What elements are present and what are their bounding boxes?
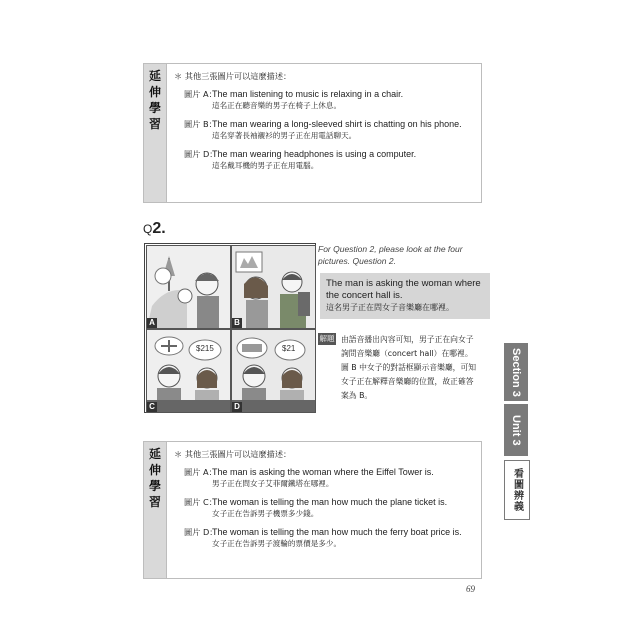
item-tag: 圖片 B： (184, 119, 217, 129)
question-number: 2. (152, 220, 166, 237)
side-tab-topic (504, 460, 530, 520)
picture-d-illustration (232, 330, 315, 412)
label-char: 習 (148, 117, 161, 131)
picture-letter-c: C (147, 402, 157, 412)
extended-item (174, 466, 475, 490)
extended-item (174, 88, 475, 112)
picture-a[interactable] (146, 245, 231, 329)
extended-learning-label (144, 64, 167, 202)
item-tag: 圖片 A： (184, 89, 217, 99)
label-char: 伸 (148, 85, 161, 99)
question-heading (143, 220, 166, 238)
item-english: The man listening to music is relaxing in a chair. (212, 89, 404, 99)
extended-learning-box-1 (143, 63, 482, 203)
item-chinese: 這名穿著長袖襯衫的男子正在用電話聊天。 (212, 131, 357, 140)
picture-letter-d: D (232, 402, 242, 412)
picture-a-illustration (147, 246, 230, 328)
extended-learning-box-2 (143, 441, 482, 579)
item-chinese: 男子正在問女子艾菲爾鐵塔在哪裡。 (212, 479, 334, 488)
item-tag: 圖片 C： (184, 497, 217, 507)
picture-letter-a: A (147, 318, 157, 328)
question-prefix: Q (143, 222, 153, 236)
extended-intro: ＊ 其他三張圖片可以這麼描述： (174, 71, 292, 81)
answer-english: The man is asking the woman where the concert hall is. (326, 278, 481, 301)
side-tab-section (504, 343, 528, 401)
item-tag: 圖片 D： (184, 149, 218, 159)
extended-intro: ＊ 其他三張圖片可以這麼描述： (174, 449, 292, 459)
label-char: 學 (148, 101, 161, 115)
label-char: 延 (148, 69, 161, 83)
picture-grid (144, 243, 316, 413)
item-chinese: 女子正在告訴男子機票多少錢。 (212, 509, 319, 518)
picture-b-illustration (232, 246, 315, 328)
explanation-tag: 解題 (319, 334, 335, 343)
extended-item (174, 496, 475, 520)
extended-item (174, 526, 475, 550)
label-char: 伸 (148, 463, 161, 477)
picture-c[interactable] (146, 329, 231, 413)
item-english: The woman is telling the man how much the plane ticket is. (212, 497, 448, 507)
answer-box (320, 273, 490, 319)
extended-item (174, 148, 475, 172)
label-char: 習 (148, 495, 161, 509)
topic-label: 看圖辨義 (511, 468, 523, 512)
extended-item (174, 118, 475, 142)
unit-label: Unit 3 (510, 414, 522, 446)
price-label-c: $215 (196, 344, 214, 353)
item-english: The man wearing headphones is using a computer. (212, 149, 417, 159)
label-char: 學 (148, 479, 161, 493)
answer-chinese: 這名男子正在問女子音樂廳在哪裡。 (326, 303, 454, 312)
price-label-d: $21 (282, 344, 296, 353)
extended-learning-label (144, 442, 167, 578)
item-chinese: 這名戴耳機的男子正在用電腦。 (212, 161, 319, 170)
item-english: The woman is telling the man how much the ferry boat price is. (212, 527, 462, 537)
item-tag: 圖片 D： (184, 527, 218, 537)
instruction-text: For Question 2, please look at the four pictures. Question 2. (318, 244, 463, 266)
picture-b[interactable] (231, 245, 316, 329)
item-english: The man wearing a long-sleeved shirt is chatting on his phone. (212, 119, 462, 129)
section-label: Section 3 (510, 347, 522, 397)
item-chinese: 這名正在聽音樂的男子在椅子上休息。 (212, 101, 342, 110)
item-tag: 圖片 A： (184, 467, 217, 477)
page-number: 69 (466, 584, 475, 594)
explanation-text: 由語音播出內容可知，男子正在向女子詢問音樂廳（concert hall）在哪裡。圖 B 中女子的對話框顯示音樂廳，可知女子正在解釋音樂廳的位置，故正確答案為 B。 (341, 335, 477, 400)
picture-letter-b: B (232, 318, 242, 328)
label-char: 延 (148, 447, 161, 461)
side-tab-unit (504, 404, 528, 456)
item-english: The man is asking the woman where the Eiffel Tower is. (212, 467, 434, 477)
item-chinese: 女子正在告訴男子渡輪的票價是多少。 (212, 539, 342, 548)
picture-d[interactable] (231, 329, 316, 413)
picture-c-illustration (147, 330, 230, 412)
